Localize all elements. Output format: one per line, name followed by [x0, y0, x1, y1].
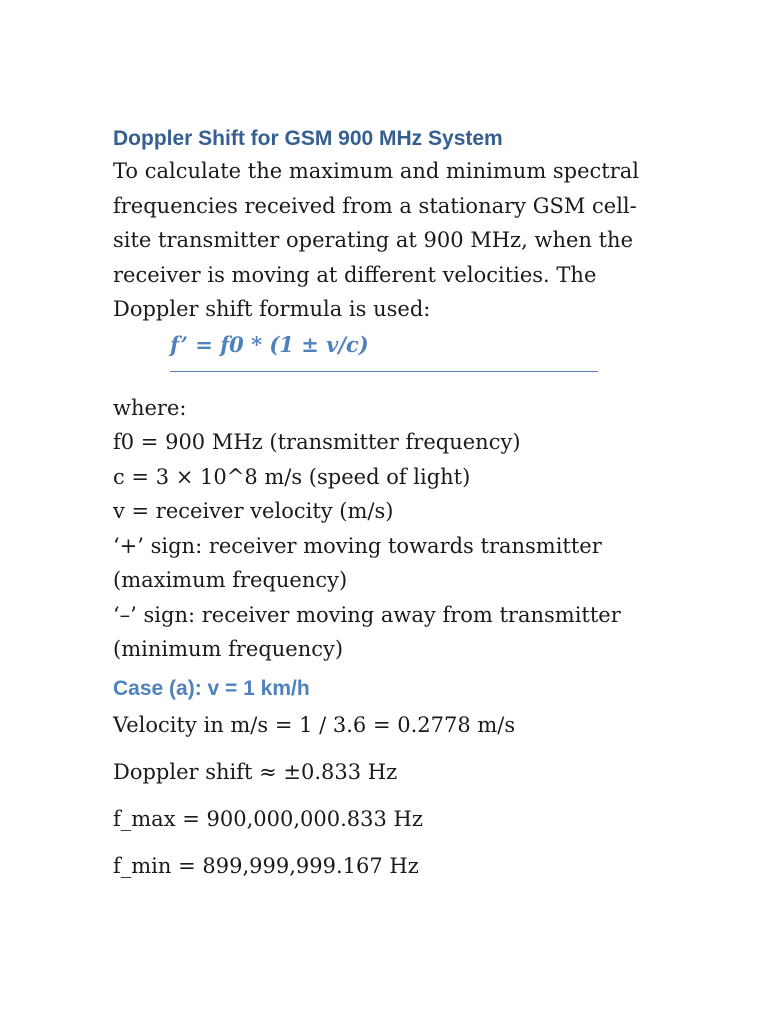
definition-line: (minimum frequency) [113, 637, 344, 661]
intro-line: To calculate the maximum and minimum spectral [113, 159, 640, 183]
definition-line: f0 = 900 MHz (transmitter frequency) [113, 430, 521, 454]
formula-block [113, 330, 673, 374]
intro-line: site transmitter operating at 900 MHz, when the [113, 228, 633, 252]
intro-line: frequencies received from a stationary GSM cell- [113, 193, 637, 218]
case-a-doppler-shift: Doppler shift ≈ ±0.833 Hz [113, 759, 398, 784]
definition-line: ‘–’ sign: receiver moving away from transmitter [113, 602, 621, 627]
case-a-f-min: f_min = 899,999,999.167 Hz [113, 853, 419, 878]
doppler-formula: f’ = f0 * (1 ± v/c) [170, 331, 369, 357]
case-a-f-max: f_max = 900,000,000.833 Hz [113, 806, 423, 831]
intro-line: receiver is moving at different velocities. The [113, 262, 597, 287]
case-a-velocity: Velocity in m/s = 1 / 3.6 = 0.2778 m/s [113, 712, 516, 737]
document-content [113, 124, 673, 896]
definition-line: where: [113, 395, 187, 420]
intro-paragraph [113, 154, 673, 327]
variable-definitions [113, 391, 673, 667]
case-a-heading: Case (a): v = 1 km/h [113, 676, 310, 700]
definition-line: (maximum frequency) [113, 568, 348, 592]
document-heading: Doppler Shift for GSM 900 MHz System [113, 127, 503, 150]
definition-line: ‘+’ sign: receiver moving towards transmitter [113, 533, 602, 558]
definition-line: c = 3 × 10^8 m/s (speed of light) [113, 464, 471, 489]
formula-underline [170, 371, 598, 372]
intro-line: Doppler shift formula is used: [113, 297, 431, 321]
definition-line: v = receiver velocity (m/s) [113, 499, 394, 523]
